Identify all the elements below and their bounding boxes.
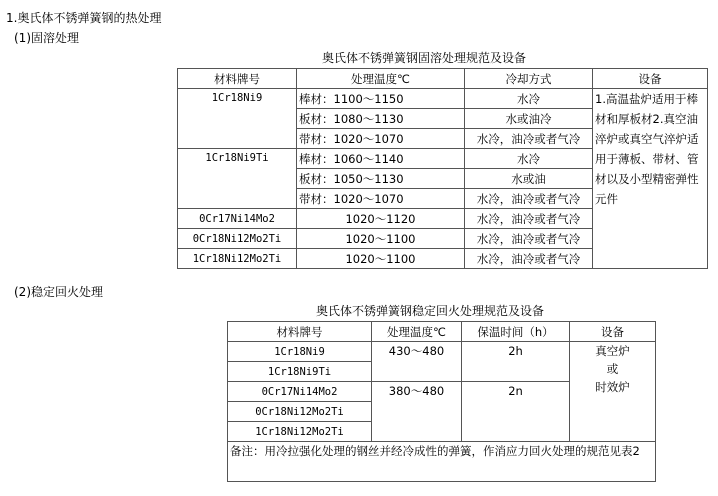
equipment-text: 1.高温盐炉适用于棒材和厚板材2.真空油淬炉或真空气淬炉适用于薄板、带材、管材以及小型精密弹性元件 [595, 92, 699, 206]
temp-cell: 380～480 [372, 382, 462, 442]
temp-cell: 带材：1020～1070 [297, 129, 465, 149]
holding-time-cell: 2h [462, 342, 570, 382]
grade-cell: 0Cr17Ni14Mo2 [178, 209, 297, 229]
header-equipment: 设备 [593, 69, 708, 89]
table2-title: 奥氏体不锈弹簧钢稳定回火处理规范及设备 [316, 304, 545, 318]
temp-cell: 棒材：1100～1150 [297, 89, 465, 109]
grade-cell: 1Cr18Ni9Ti [178, 149, 297, 209]
table1-title: 奥氏体不锈弹簧钢固溶处理规范及设备 [322, 51, 527, 65]
table-row [178, 89, 708, 109]
header-equipment: 设备 [570, 322, 656, 342]
cooling-cell: 水冷 [465, 149, 593, 169]
equipment-cell [570, 342, 656, 442]
solution-treatment-table [177, 68, 708, 269]
table-header-row [178, 69, 708, 89]
holding-time-cell: 2n [462, 382, 570, 442]
temp-cell: 板材：1050～1130 [297, 169, 465, 189]
section-title: 1.奥氏体不锈弹簧钢的热处理 [6, 11, 162, 25]
temp-cell: 1020～1120 [297, 209, 465, 229]
cooling-cell: 水冷，油冷或者气冷 [465, 209, 593, 229]
grade-cell: 1Cr18Ni9 [228, 342, 372, 362]
cooling-cell: 水冷，油冷或者气冷 [465, 249, 593, 269]
header-holding-time: 保温时间（h） [462, 322, 570, 342]
grade-cell: 0Cr18Ni12Mo2Ti [228, 402, 372, 422]
stabilizing-tempering-table [227, 321, 656, 482]
grade-cell: 1Cr18Ni9Ti [228, 362, 372, 382]
equipment-line: 或 [606, 362, 619, 376]
equipment-line: 时效炉 [595, 380, 630, 394]
grade-cell: 1Cr18Ni9 [178, 89, 297, 149]
cooling-cell: 水冷 [465, 89, 593, 109]
header-grade: 材料牌号 [228, 322, 372, 342]
header-grade: 材料牌号 [178, 69, 297, 89]
grade-cell: 0Cr17Ni14Mo2 [228, 382, 372, 402]
note-cell: 备注：用冷拉强化处理的钢丝并经冷成性的弹簧，作消应力回火处理的规范见表2 [228, 442, 656, 482]
temp-cell: 棒材：1060～1140 [297, 149, 465, 169]
temp-cell: 带材：1020～1070 [297, 189, 465, 209]
grade-cell: 0Cr18Ni12Mo2Ti [178, 229, 297, 249]
cooling-cell: 水冷，油冷或者气冷 [465, 189, 593, 209]
equipment-line: 真空炉 [595, 344, 630, 358]
cooling-cell: 水冷，油冷或者气冷 [465, 129, 593, 149]
subsection-title-solution-treatment: (1)固溶处理 [14, 31, 79, 45]
temp-cell: 1020～1100 [297, 249, 465, 269]
temp-cell: 1020～1100 [297, 229, 465, 249]
temp-cell: 板材：1080～1130 [297, 109, 465, 129]
cooling-cell: 水或油 [465, 169, 593, 189]
header-cooling: 冷却方式 [465, 69, 593, 89]
cooling-cell: 水或油冷 [465, 109, 593, 129]
header-temp: 处理温度℃ [297, 69, 465, 89]
grade-cell: 1Cr18Ni12Mo2Ti [178, 249, 297, 269]
equipment-cell [593, 89, 708, 269]
table-row [228, 342, 656, 362]
header-temp: 处理温度℃ [372, 322, 462, 342]
note-row [228, 442, 656, 482]
cooling-cell: 水冷，油冷或者气冷 [465, 229, 593, 249]
temp-cell: 430～480 [372, 342, 462, 382]
grade-cell: 1Cr18Ni12Mo2Ti [228, 422, 372, 442]
subsection-title-stabilizing-tempering: (2)稳定回火处理 [14, 285, 103, 299]
table-header-row [228, 322, 656, 342]
